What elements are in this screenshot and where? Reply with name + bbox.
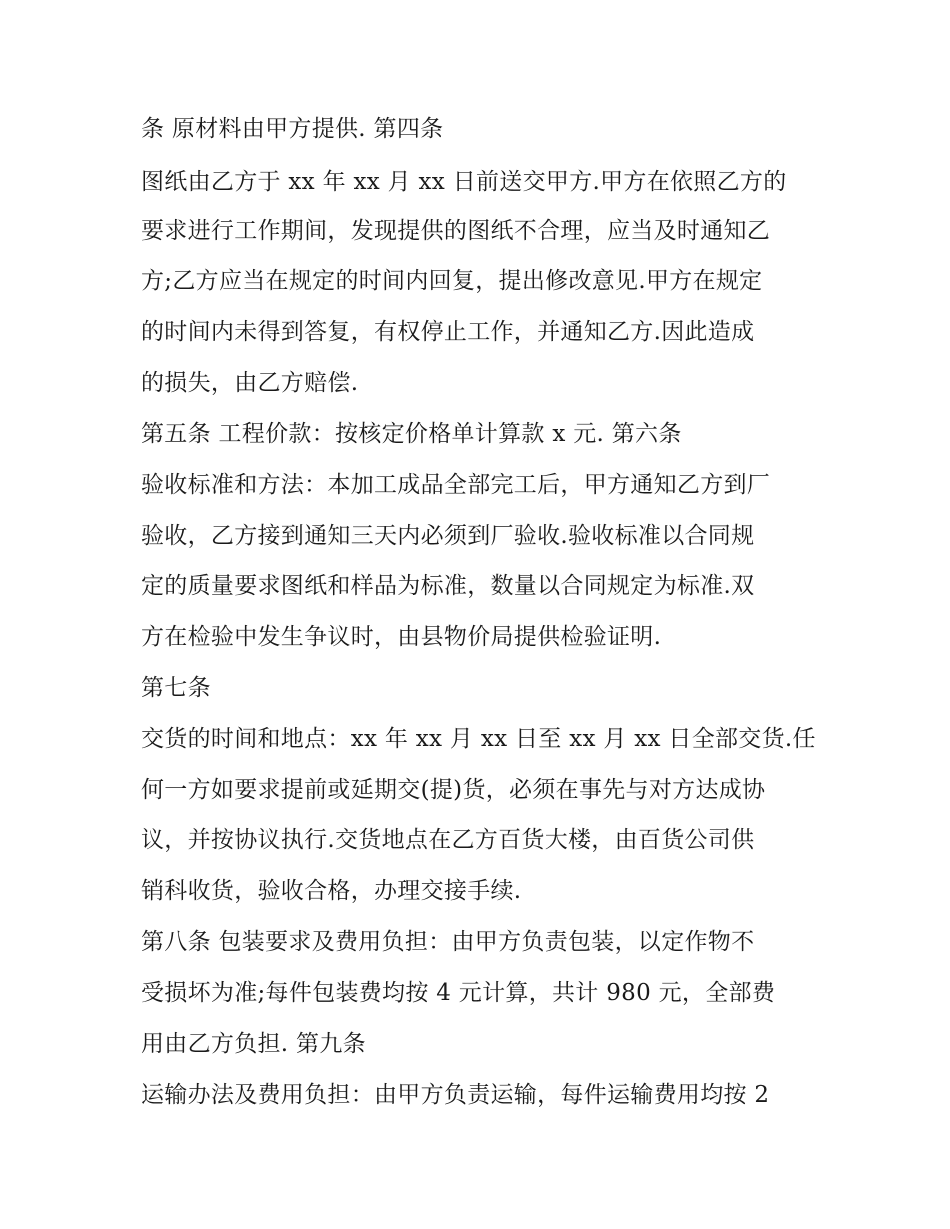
text-line: 运输办法及费用负担：由甲方负责运输，每件运输费用均按 2 xyxy=(141,1082,770,1108)
text-line: 验收标准和方法：本加工成品全部完工后，甲方通知乙方到厂 xyxy=(141,472,771,498)
text-line: 要求进行工作期间，发现提供的图纸不合理，应当及时通知乙 xyxy=(141,218,771,244)
text-line: 用由乙方负担. 第九条 xyxy=(141,1031,366,1057)
text-line: 方;乙方应当在规定的时间内回复，提出修改意见.甲方在规定 xyxy=(141,268,763,294)
text-line: 交货的时间和地点：xx 年 xx 月 xx 日至 xx 月 xx 日全部交货.任 xyxy=(141,726,816,752)
text-line: 图纸由乙方于 xx 年 xx 月 xx 日前送交甲方.甲方在依照乙方的 xyxy=(141,169,787,195)
text-line: 第八条 包装要求及费用负担：由甲方负责包装，以定作物不 xyxy=(141,929,755,955)
text-line: 的损失，由乙方赔偿. xyxy=(141,370,359,396)
text-line: 定的质量要求图纸和样品为标准，数量以合同规定为标准.双 xyxy=(141,573,755,599)
text-line: 验收，乙方接到通知三天内必须到厂验收.验收标准以合同规 xyxy=(141,523,755,549)
text-line: 的时间内未得到答复，有权停止工作，并通知乙方.因此造成 xyxy=(141,319,755,345)
text-line: 议，并按协议执行.交货地点在乙方百货大楼，由百货公司供 xyxy=(141,827,755,853)
text-line: 何一方如要求提前或延期交(提)货，必须在事先与对方达成协 xyxy=(141,777,766,803)
text-line: 条 原材料由甲方提供. 第四条 xyxy=(141,116,444,142)
text-line: 销科收货，验收合格，办理交接手续. xyxy=(141,878,522,904)
text-line: 第五条 工程价款：按核定价格单计算款 x 元. 第六条 xyxy=(141,421,682,447)
text-line: 方在检验中发生争议时，由县物价局提供检验证明. xyxy=(141,624,662,650)
text-line: 第七条 xyxy=(141,675,211,701)
text-line: 受损坏为准;每件包装费均按 4 元计算，共计 980 元，全部费 xyxy=(141,980,776,1006)
